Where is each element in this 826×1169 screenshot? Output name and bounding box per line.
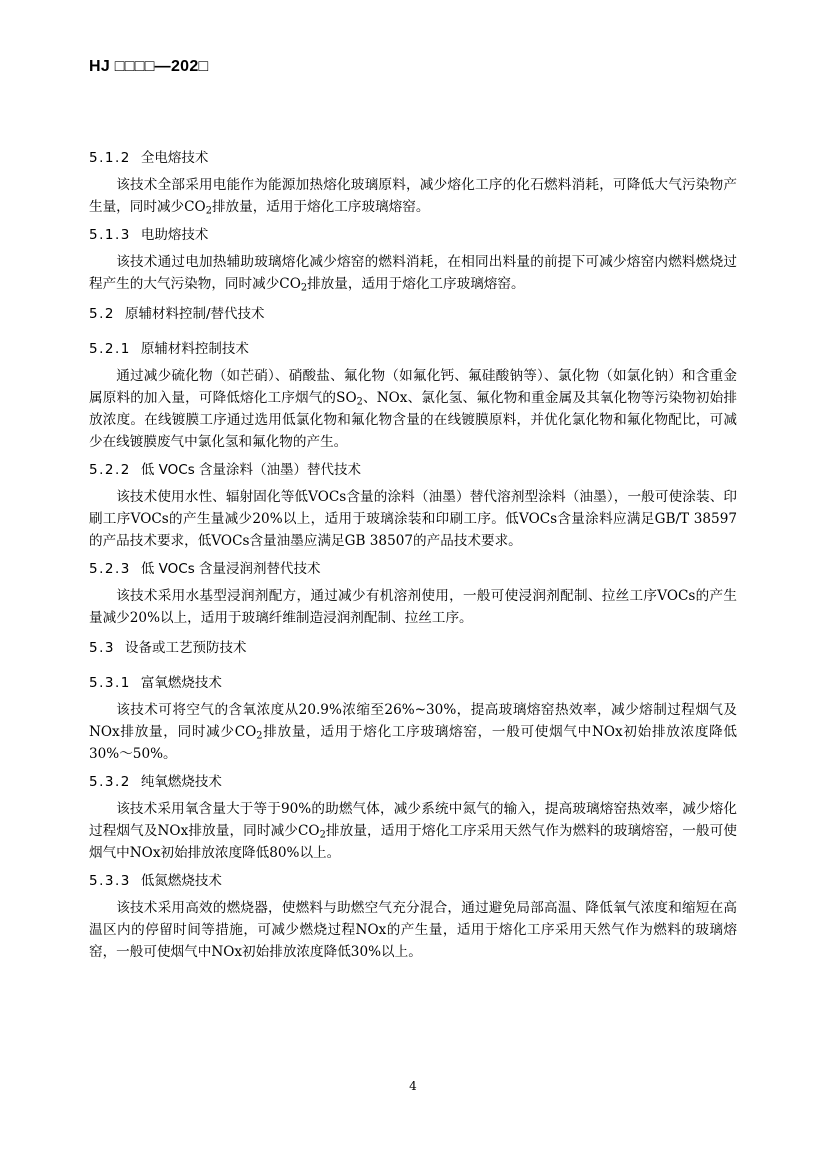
section-number: 5.2.1	[89, 341, 131, 357]
section-heading	[89, 148, 737, 168]
section-title: 富氧燃烧技术	[140, 675, 222, 691]
subscript: 2	[300, 282, 308, 294]
section-number: 5.3.2	[89, 774, 131, 790]
text-run: 排放量，适用于熔化工序玻璃熔窑。	[307, 276, 525, 292]
section-title: 设备或工艺预防技术	[124, 640, 247, 656]
text-run: 该技术全部采用电能作为能源加热熔化玻璃原料，减少熔化工序的化石燃料消耗，可降低大气污染物产生量，同时减少CO	[89, 177, 737, 215]
text-run: 该技术使用水性、辐射固化等低VOCs含量的涂料（油墨）替代溶剂型涂料（油墨），一般可使涂装、印刷工序VOCs的产生量减少20%以上，适用于玻璃涂装和印刷工序。低VOCs含量涂料应满足GB/T 38597的产品技术要求，低VOCs含量油墨应满足GB 38507的产品技术要求。	[89, 489, 737, 549]
section-title: 原辅材料控制/替代技术	[124, 306, 265, 322]
text-run: 排放量，适用于熔化工序玻璃熔窑，一般可使烟气中NOx初始排放浓度降低30%～50%。	[89, 724, 737, 762]
section-title: 电助熔技术	[140, 227, 209, 243]
section-title: 低氮燃烧技术	[140, 873, 222, 889]
text-run: 排放量，适用于熔化工序玻璃熔窑。	[211, 199, 430, 215]
paragraph	[89, 585, 737, 629]
text-run: 通过减少硫化物（如芒硝）、硝酸盐、氟化物（如氟化钙、氟硅酸钠等）、氯化物（如氯化钠）和含重金属原料的加入量，可降低熔化工序烟气的SO	[89, 368, 737, 406]
section-title: 纯氧燃烧技术	[140, 774, 222, 790]
subscript: 2	[319, 829, 326, 841]
paragraph	[89, 699, 737, 765]
text-run: 该技术可将空气的含氧浓度从20.9%浓缩至26%~30%，提高玻璃熔窑热效率，减少熔制过程烟气及NOx排放量，同时减少CO	[89, 702, 737, 740]
text-run: 该技术采用水基型浸润剂配方，通过减少有机溶剂使用，一般可使浸润剂配制、拉丝工序VOCs的产生量减少20%以上，适用于玻璃纤维制造浸润剂配制、拉丝工序。	[89, 588, 737, 626]
section-title: 低 VOCs 含量涂料（油墨）替代技术	[140, 462, 362, 478]
subscript: 2	[205, 205, 212, 217]
paragraph	[89, 174, 737, 218]
section-heading	[89, 339, 737, 359]
section-number: 5.2.2	[89, 462, 131, 478]
paragraph	[89, 365, 737, 453]
text-run: 排放量，适用于熔化工序采用天然气作为燃料的玻璃熔窑，一般可使烟气中NOx初始排放浓度降低80%以上。	[89, 823, 738, 861]
text-run: 该技术通过电加热辅助玻璃熔化减少熔窑的燃料消耗，在相同出料量的前提下可减少熔窑内燃料燃烧过程产生的大气污染物，同时减少CO	[89, 254, 737, 292]
section-number: 5.1.3	[89, 227, 131, 243]
paragraph	[89, 897, 737, 963]
section-number: 5.2.3	[89, 561, 131, 577]
subscript: 2	[256, 730, 263, 742]
paragraph	[89, 798, 737, 864]
document-body	[89, 148, 737, 968]
section-number: 5.3.1	[89, 675, 131, 691]
subscript: 2	[356, 396, 363, 408]
section-heading	[89, 559, 737, 579]
section-number: 5.2	[89, 306, 115, 322]
text-run: 该技术采用氧含量大于等于90%的助燃气体，减少系统中氮气的输入，提高玻璃熔窑热效率，减少熔化过程烟气及NOx排放量，同时减少CO	[89, 801, 737, 839]
section-heading	[89, 772, 737, 792]
document-code-header: HJ □□□□—202□	[89, 58, 209, 75]
section-title: 全电熔技术	[140, 150, 209, 166]
section-heading	[89, 871, 737, 891]
text-run: 该技术采用高效的燃烧器，使燃料与助燃空气充分混合，通过避免局部高温、降低氧气浓度和缩短在高温区内的停留时间等措施，可减少燃烧过程NOx的产生量，适用于熔化工序采用天然气作为燃料的玻璃熔窑，一般可使烟气中NOx初始排放浓度降低30%以上。	[89, 900, 737, 960]
section-heading	[89, 673, 737, 693]
section-number: 5.3.3	[89, 873, 131, 889]
page-number: 4	[409, 1079, 417, 1093]
paragraph	[89, 486, 737, 552]
section-title: 原辅材料控制技术	[140, 341, 249, 357]
section-heading	[89, 225, 737, 245]
section-title: 低 VOCs 含量浸润剂替代技术	[140, 561, 321, 577]
paragraph	[89, 251, 737, 295]
section-number: 5.1.2	[89, 150, 131, 166]
section-heading	[89, 638, 737, 658]
section-heading	[89, 304, 737, 324]
text-run: 、NOx、氯化氢、氟化物和重金属及其氧化物等污染物初始排放浓度。在线镀膜工序通过选用低氯化物和氟化物含量的在线镀膜原料，并优化氯化物和氟化物配比，可减少在线镀膜废气中氯化氢和氟化物的产生。	[89, 390, 737, 450]
section-number: 5.3	[89, 640, 115, 656]
section-heading	[89, 460, 737, 480]
